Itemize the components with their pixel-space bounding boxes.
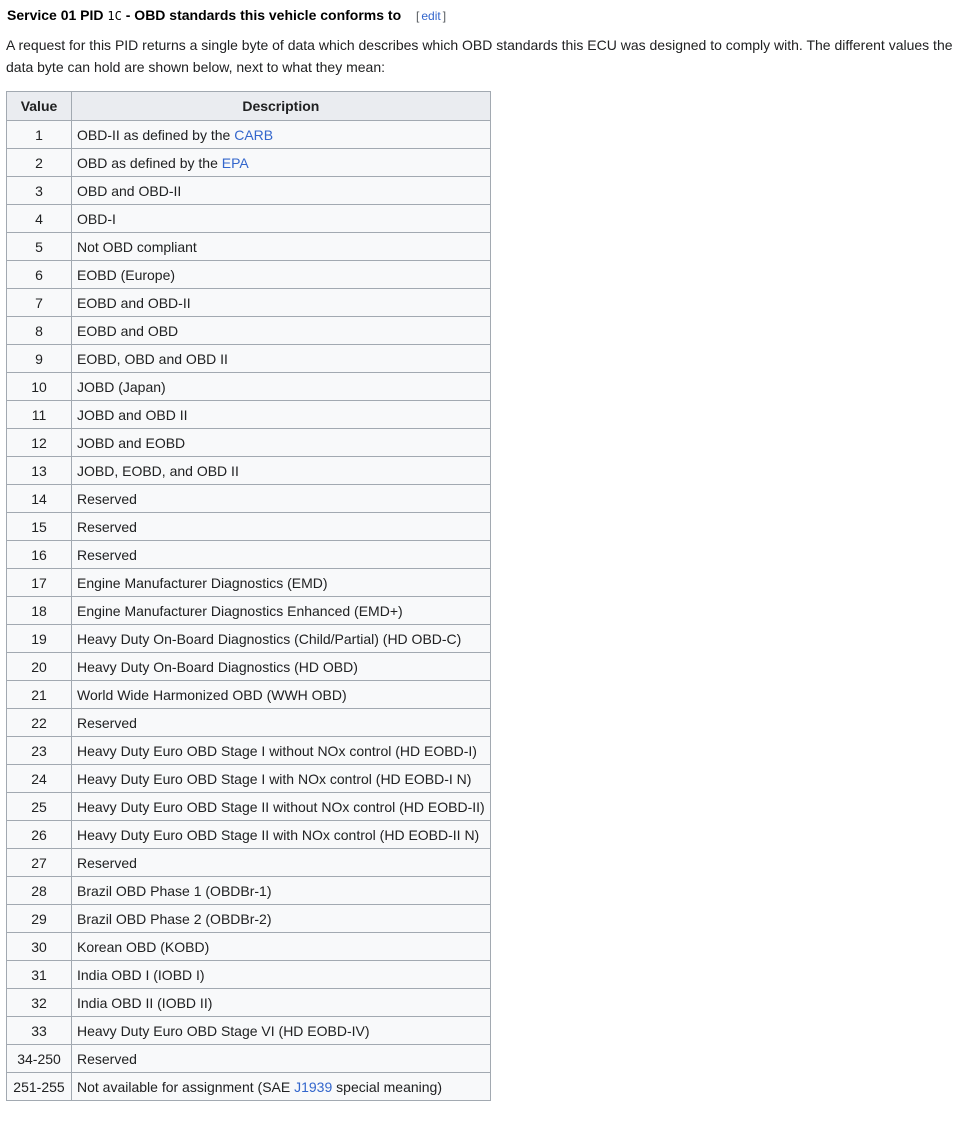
description-cell	[72, 849, 491, 877]
value-cell: 25	[7, 793, 72, 821]
value-cell: 12	[7, 429, 72, 457]
description-text: Heavy Duty On-Board Diagnostics (Child/Partial) (HD OBD-C)	[77, 630, 462, 647]
value-cell: 15	[7, 513, 72, 541]
table-row	[7, 457, 491, 485]
description-text: OBD as defined by the	[77, 154, 222, 171]
value-cell: 24	[7, 765, 72, 793]
description-text: Heavy Duty Euro OBD Stage I without NOx control (HD EOBD-I)	[77, 742, 477, 759]
table-row	[7, 373, 491, 401]
description-cell	[72, 569, 491, 597]
edit-link[interactable]: edit	[421, 9, 441, 23]
description-cell	[72, 793, 491, 821]
table-row	[7, 653, 491, 681]
value-cell: 4	[7, 205, 72, 233]
description-cell	[72, 261, 491, 289]
description-cell	[72, 1073, 491, 1101]
table-row	[7, 1017, 491, 1045]
table-row	[7, 289, 491, 317]
description-cell	[72, 961, 491, 989]
description-link[interactable]: J1939	[294, 1078, 333, 1095]
value-cell: 33	[7, 1017, 72, 1045]
value-cell: 31	[7, 961, 72, 989]
table-row	[7, 345, 491, 373]
description-cell	[72, 429, 491, 457]
table-row	[7, 1045, 491, 1073]
value-cell: 7	[7, 289, 72, 317]
table-row	[7, 709, 491, 737]
value-cell: 13	[7, 457, 72, 485]
value-cell: 28	[7, 877, 72, 905]
description-text: Korean OBD (KOBD)	[77, 938, 210, 955]
description-cell	[72, 989, 491, 1017]
table-row	[7, 905, 491, 933]
description-text: OBD-I	[77, 210, 116, 227]
description-text: Not available for assignment (SAE	[77, 1078, 295, 1095]
description-cell	[72, 289, 491, 317]
description-text: Heavy Duty Euro OBD Stage I with NOx control (HD EOBD-I N)	[77, 770, 472, 787]
description-cell	[72, 317, 491, 345]
value-cell: 30	[7, 933, 72, 961]
column-header-description: Description	[72, 92, 491, 121]
description-cell	[72, 485, 491, 513]
table-row	[7, 205, 491, 233]
description-text: JOBD, EOBD, and OBD II	[77, 462, 239, 479]
table-row	[7, 317, 491, 345]
description-text: OBD and OBD-II	[77, 182, 182, 199]
value-cell: 16	[7, 541, 72, 569]
table-row	[7, 261, 491, 289]
value-cell: 17	[7, 569, 72, 597]
value-cell: 6	[7, 261, 72, 289]
description-cell	[72, 933, 491, 961]
description-cell	[72, 373, 491, 401]
description-cell	[72, 765, 491, 793]
table-row	[7, 569, 491, 597]
table-row	[7, 877, 491, 905]
table-row	[7, 989, 491, 1017]
description-text: Heavy Duty Euro OBD Stage II without NOx control (HD EOBD-II)	[77, 798, 485, 815]
description-link[interactable]: EPA	[221, 154, 249, 171]
description-text: Reserved	[77, 518, 137, 535]
edit-section	[416, 9, 446, 23]
description-cell	[72, 737, 491, 765]
value-cell: 22	[7, 709, 72, 737]
value-cell: 26	[7, 821, 72, 849]
edit-bracket-close: ]	[442, 9, 447, 23]
value-cell: 2	[7, 149, 72, 177]
value-cell: 9	[7, 345, 72, 373]
table-row	[7, 681, 491, 709]
table-row	[7, 541, 491, 569]
value-cell: 8	[7, 317, 72, 345]
value-cell: 21	[7, 681, 72, 709]
value-cell: 5	[7, 233, 72, 261]
value-cell: 23	[7, 737, 72, 765]
description-cell	[72, 401, 491, 429]
table-body	[7, 121, 491, 1101]
table-row	[7, 849, 491, 877]
description-text: Brazil OBD Phase 2 (OBDBr-2)	[77, 910, 272, 927]
description-cell	[72, 149, 491, 177]
table-row	[7, 793, 491, 821]
table-row	[7, 821, 491, 849]
table-row	[7, 765, 491, 793]
description-cell	[72, 345, 491, 373]
value-cell: 10	[7, 373, 72, 401]
table-row	[7, 429, 491, 457]
description-cell	[72, 877, 491, 905]
description-cell	[72, 457, 491, 485]
table-row	[7, 149, 491, 177]
description-text: Reserved	[77, 854, 137, 871]
description-text: Reserved	[77, 546, 137, 563]
description-text: JOBD (Japan)	[77, 378, 166, 395]
table-header-row	[7, 92, 491, 121]
description-cell	[72, 121, 491, 149]
description-text: Heavy Duty Euro OBD Stage VI (HD EOBD-IV)	[77, 1022, 370, 1039]
table-row	[7, 121, 491, 149]
description-text: Reserved	[77, 714, 137, 731]
description-cell	[72, 821, 491, 849]
value-cell: 3	[7, 177, 72, 205]
description-cell	[72, 1017, 491, 1045]
description-link[interactable]: CARB	[234, 126, 274, 143]
section-heading	[7, 5, 446, 25]
description-text: Reserved	[77, 1050, 137, 1067]
value-cell: 32	[7, 989, 72, 1017]
obd-standards-table	[6, 91, 491, 1101]
description-text: JOBD and EOBD	[77, 434, 186, 451]
description-text: Brazil OBD Phase 1 (OBDBr-1)	[77, 882, 272, 899]
heading-title: - OBD standards this vehicle conforms to	[121, 7, 402, 23]
table-row	[7, 485, 491, 513]
description-cell	[72, 205, 491, 233]
value-cell: 14	[7, 485, 72, 513]
value-cell: 1	[7, 121, 72, 149]
table-row	[7, 933, 491, 961]
table-row	[7, 625, 491, 653]
heading-prefix: Service 01 PID	[7, 7, 108, 23]
description-cell	[72, 709, 491, 737]
description-text: EOBD and OBD	[77, 322, 179, 339]
description-text: India OBD I (IOBD I)	[77, 966, 205, 983]
edit-bracket-open: [	[416, 9, 420, 23]
description-text: India OBD II (IOBD II)	[77, 994, 213, 1011]
column-header-value: Value	[7, 92, 72, 121]
description-cell	[72, 905, 491, 933]
description-text: World Wide Harmonized OBD (WWH OBD)	[77, 686, 347, 703]
description-cell	[72, 177, 491, 205]
description-cell	[72, 597, 491, 625]
table-row	[7, 961, 491, 989]
description-text-after: special meaning)	[332, 1078, 442, 1095]
table-row	[7, 597, 491, 625]
description-cell	[72, 653, 491, 681]
description-cell	[72, 625, 491, 653]
description-text: Reserved	[77, 490, 137, 507]
intro-paragraph: A request for this PID returns a single byte of data which describes which OBD standards this ECU was designed to comply with. The different values the data byte can hold are shown below, next to what they mean:	[6, 37, 953, 75]
description-cell	[72, 681, 491, 709]
table-row	[7, 177, 491, 205]
table-row	[7, 1073, 491, 1101]
description-text: Not OBD compliant	[77, 238, 197, 255]
value-cell: 34-250	[7, 1045, 72, 1073]
description-text: EOBD (Europe)	[77, 266, 176, 283]
description-cell	[72, 541, 491, 569]
description-text: Heavy Duty On-Board Diagnostics (HD OBD)	[77, 658, 358, 675]
description-text: Engine Manufacturer Diagnostics Enhanced (EMD+)	[77, 602, 403, 619]
value-cell: 11	[7, 401, 72, 429]
description-text: OBD-II as defined by the	[77, 126, 235, 143]
value-cell: 20	[7, 653, 72, 681]
description-text: EOBD and OBD-II	[77, 294, 191, 311]
table-row	[7, 513, 491, 541]
value-cell: 19	[7, 625, 72, 653]
description-text: EOBD, OBD and OBD II	[77, 350, 228, 367]
description-text: Heavy Duty Euro OBD Stage II with NOx control (HD EOBD-II N)	[77, 826, 480, 843]
value-cell: 251-255	[7, 1073, 72, 1101]
value-cell: 18	[7, 597, 72, 625]
value-cell: 27	[7, 849, 72, 877]
description-cell	[72, 513, 491, 541]
table-row	[7, 737, 491, 765]
description-text: Engine Manufacturer Diagnostics (EMD)	[77, 574, 328, 591]
table-row	[7, 401, 491, 429]
table-row	[7, 233, 491, 261]
value-cell: 29	[7, 905, 72, 933]
description-cell	[72, 1045, 491, 1073]
pid-code: 1C	[107, 9, 122, 23]
description-text: JOBD and OBD II	[77, 406, 188, 423]
description-cell	[72, 233, 491, 261]
